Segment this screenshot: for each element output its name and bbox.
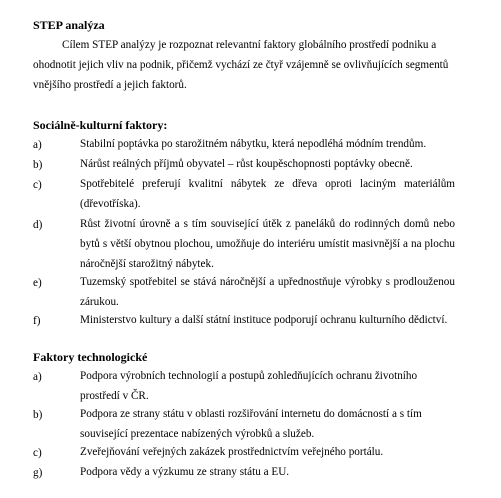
list-marker: b) (33, 409, 43, 421)
list-item-text: Tuzemský spotřebitel se stává náročnější a upřednostňuje výrobky s prodlouženou zárukou. (80, 276, 455, 308)
list-marker: b) (33, 159, 43, 171)
list-marker: c) (33, 179, 42, 191)
intro-line-1: Cílem STEP analýzy je rozpoznat relevantní faktory globálního prostředí podniku a (62, 39, 437, 51)
list-marker: e) (33, 277, 42, 289)
list-item-text: Zveřejňování veřejných zakázek prostřednictvím veřejného portálu. (80, 446, 384, 458)
list-item-text: Podpora výrobních technologií a postupů zohledňujících ochranu životního prostředí v ČR. (80, 370, 418, 402)
list-marker: f) (33, 315, 41, 327)
list-item-text: Nárůst reálných příjmů obyvatel – růst koupěschopnosti poptávky obecně. (80, 158, 413, 170)
list-marker: a) (33, 139, 42, 151)
list-item-text: Ministerstvo kultury a další státní instituce podporují ochranu kulturního dědictví. (80, 314, 448, 326)
list-marker: a) (33, 371, 42, 383)
list-item-text: Podpora vědy a výzkumu ze strany státu a EU. (80, 466, 290, 478)
list-item-text: Růst životní úrovně a s tím související útěk z paneláků do rodinných domů nebo bytů s větší obytnou plochou, umožňuje do interiéru umístit masivnější a na plochu náročnější starožitný nábytek. (80, 218, 455, 270)
intro-line-3: vnějšího prostředí a jejich faktorů. (33, 79, 187, 91)
step-heading: STEP analýza (33, 18, 105, 32)
list-marker: c) (33, 447, 42, 459)
social-heading: Sociálně-kulturní faktory: (33, 118, 168, 132)
list-item-text: Stabilní poptávka po starožitném nábytku, která nepodléhá módním trendům. (80, 138, 427, 150)
list-marker: g) (33, 467, 43, 479)
tech-heading: Faktory technologické (33, 350, 148, 364)
list-item-text: Podpora ze strany státu v oblasti rozšiřování internetu do domácností a s tím související prezentace nabízených výrobků a služeb. (80, 408, 422, 440)
intro-line-2: ohodnotit jejich vliv na podnik, přičemž vychází ze čtyř vzájemně se ovlivňujících segmentů (33, 59, 449, 71)
list-item-text: Spotřebitelé preferují kvalitní nábytek ze dřeva oproti laciným materiálům (dřevotříska). (80, 178, 455, 210)
list-marker: d) (33, 219, 43, 231)
